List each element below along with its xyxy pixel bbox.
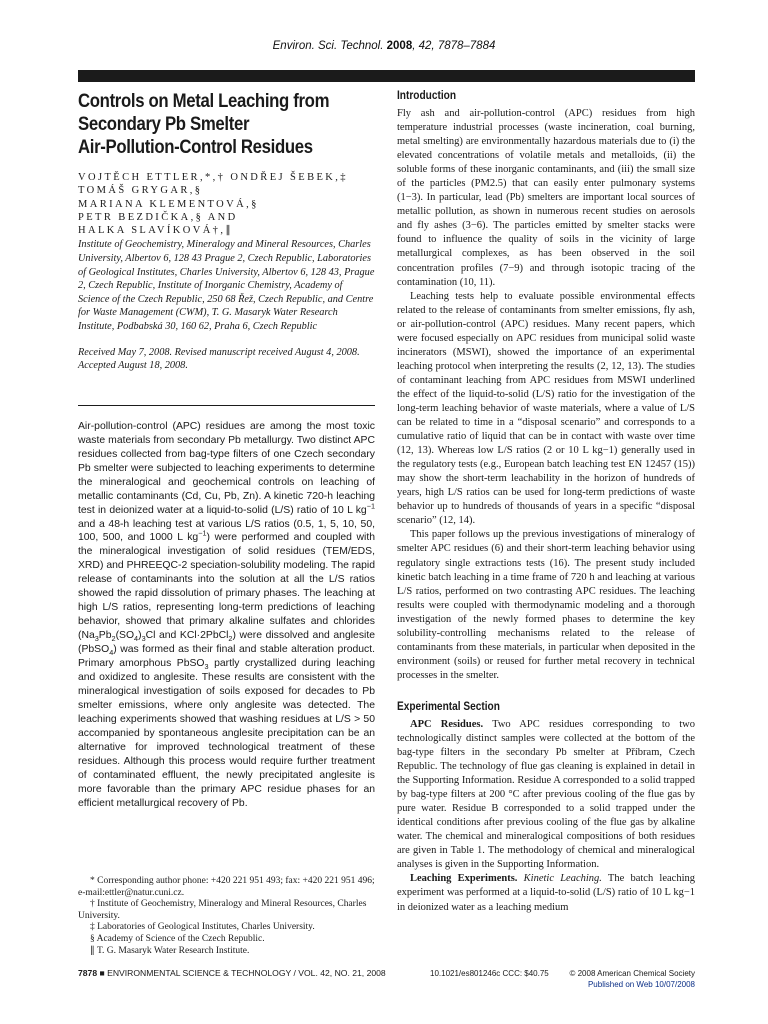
page-footer-right [430, 968, 695, 990]
introduction-paragraph: Leaching tests help to evaluate possible environmental effects related to the release of contaminants from smelter emissions, fly ash, or air-pollution-control (APC) residues. Many recent papers, which were focused especially on APC residues from municipal solid waste incinerators (MSWI), showed the importance of an experimental leaching protocol when interpreting the results (2, 12, 13). The studies of contaminant leaching from APC residues from MSWI underlined the effect of the liquid-to-solid (L/S) ratio for the investigation of the long-term leaching behavior of waste materials, where a value of L/S can be related to time in a “disposal scenario” and corresponds to a cumulative ratio of liquid that can be in contact with waste over time (12, 13). Whereas low L/S ratios (2 or 10 L kg−1) generally used in the regulatory tests (e.g., European batch leaching test EN 12457 (15)) may show the short-term leachability in the horizon of hundreds of years, high L/S ratios can be used for long-term predictions of waste behavior up to hundreds of thousands of years in a specific “disposal scenario” (12, 14). [397, 290, 695, 527]
title-line: Secondary Pb Smelter [78, 113, 250, 135]
introduction-heading: Introduction [397, 90, 457, 102]
left-column [78, 90, 375, 811]
title-line: Controls on Metal Leaching from [78, 90, 330, 112]
footnote: ∥ T. G. Masaryk Water Research Institute. [90, 945, 250, 956]
author-line: TOMÁŠ GRYGAR,§ [78, 185, 203, 197]
introduction-paragraph: Fly ash and air-pollution-control (APC) residues from high temperature industrial processes (waste incineration, coal burning, metal smelting) are environmentally hazardous materials due to (i) the elevated concentrations of volatile metals and metalloids, (ii) the soluble forms of these inorganic contaminants, and (iii) the small size of the particles (PM2.5) that can easily enter pulmonary systems (1−3). In particular, lead (Pb) smelters are important local sources of metallic pollution, as shown in numerous recent studies on aerosols and fly ashes (3−6). The particles emitted by smelter stacks were found to influence the quality of soils in the vicinity of large metallurgical complexes, as has been observed in the soil concentration profiles (7−9) and through isotopic tracing of the contamination (10, 11). [397, 108, 695, 288]
page-footer-left: 7878 ■ ENVIRONMENTAL SCIENCE & TECHNOLOGY / VOL. 42, NO. 21, 2008 [78, 968, 386, 978]
journal-year: 2008 [386, 40, 413, 52]
footnotes [78, 876, 375, 957]
abstract: Air-pollution-control (APC) residues are among the most toxic waste materials from secondary Pb metallurgy. Two distinct APC residues collected from bag-type filters of one Czech secondary Pb smelter were subjected to leaching experiments to determine the mineralogical and geochemical controls on leaching of metallic contaminants (Cd, Cu, Pb, Zn). A kinetic 720-h leaching test in deionized water at a liquid-to-solid (L/S) ratio of 10 L $kg^{-1}$ and a 48-h leaching test at various L/S ratios (0.5, 1, 5, 10, 50, 100, 500, and 1000 L $kg^{-1}$) were performed and coupled with the mineralogical investigation of solid residues (TEM/EDS, XRD) and PHREEQC-2 speciation-solubility modeling. The rapid release of contaminants into the solution at all the L/S ratios showed the rapid dissolution of primary phases. The leaching at high L/S ratios, representing long-term predictions of leaching behavior, showed that primary alkaline sulfates and chlorides ($Na_3Pb_2(SO_4)_3Cl$ and KCl·2PbCl$_2$) were dissolved and anglesite (PbSO$_4$) was formed as their final and stable alteration product. Primary amorphous PbSO$_3$ partly crystallized during leaching and oxidized to anglesite. These results are consistent with the mineralogical investigation of soils exposed for decades to Pb smelter emissions, where only anglesite was detected. The leaching experiments showed that washing residues at L/S > 50 accompanied by spontaneous anglesite precipitation can be an alternative for improved technological treatment of these residues. Although this process would require further treatment of contaminated effluent, the newly precipitated anglesite is more favorable than the primary APC residue phases for an efficient metallurgical recovery of Pb. [78, 420, 376, 809]
doi: 10.1021/es801246c CCC: $40.75 [430, 969, 549, 978]
author-line: HALKA SLAVÍKOVÁ†,∥ [78, 225, 234, 237]
journal-name: Environ. Sci. Technol. [272, 40, 384, 52]
footnote: ‡ Laboratories of Geological Institutes, Charles University. [90, 922, 315, 933]
abstract-divider [78, 405, 375, 406]
publish-date: Published on Web 10/07/2008 [587, 980, 695, 989]
subsection-subtitle: Kinetic Leaching. [517, 873, 602, 885]
subsection-title: Leaching Experiments. [410, 873, 518, 885]
article-title [78, 90, 375, 159]
header-bar [78, 70, 695, 82]
journal-volume: 42 [418, 40, 432, 52]
journal-citation: Environ. Sci. Technol. 2008, 42, 7878–7884 [272, 40, 496, 52]
subsection-title: APC Residues. [410, 718, 484, 730]
experimental-heading: Experimental Section [397, 700, 500, 713]
received-dates: Received May 7, 2008. Revised manuscript received August 4, 2008. Accepted August 18, 2008. [78, 346, 360, 372]
author-list [78, 171, 375, 237]
introduction-paragraph: This paper follows up the previous investigations of mineralogy of smelter APC residues (6) and their short-term leaching behavior using regulatory single extractions tests (16). The present study included kinetic batch leaching in a time frame of 720 h and leaching at various L/S ratios, performed on two contrasting APC residues. The leaching results were coupled with thermodynamic modeling and a thorough investigation of the newly formed phases to determine the key solubility-controlling mechanisms related to the release of contaminants from these materials, in particular when deposited in the environment (soils) or reused for further metal recovery in technical processes in the smelter. [397, 529, 695, 681]
page-number: 7878 [78, 968, 98, 978]
footnote: † Institute of Geochemistry, Mineralogy and Mineral Resources, Charles University. [78, 899, 367, 921]
copyright: © 2008 American Chemical Society [569, 969, 695, 978]
footer-journal: ENVIRONMENTAL SCIENCE & TECHNOLOGY / VOL. 42, NO. 21, 2008 [107, 968, 386, 978]
affiliations: Institute of Geochemistry, Mineralogy and Mineral Resources, Charles University, Albertov 6, 128 43 Prague 2, Czech Republic, Laboratories of Geological Institutes, Charles University, Albertov 6, 128 43, Prague 2, Czech Republic, Institute of Inorganic Chemistry, Academy of Science of the Czech Republic, 250 68 Řež, Czech Republic, and Centre for Waste Management (CWM), T. G. Masaryk Water Research Institute, Podbabská 30, 160 62, Praha 6, Czech Republic [78, 239, 375, 333]
footnote: § Academy of Science of the Czech Republic. [90, 933, 265, 944]
author-line: PETR BEZDIČKA,§ AND [78, 211, 238, 223]
author-line: VOJTĚCH ETTLER,*,† ONDŘEJ ŠEBEK,‡ [78, 172, 348, 183]
journal-pages: 7878–7884 [437, 40, 496, 52]
experimental-paragraph: APC Residues. Two APC residues corresponding to two technologically distinct samples were collected at the bottom of the bag-type filters in the secondary Pb smelter at Příbram, Czech Republic. The technology of flue gas cleaning is explained in detail in the Supporting Information. Residue A corresponded to a solid trapped by bag-type filters at 200 °C after previous cooling of the flue gas by pure water. Residue B corresponded to a solid trapped under the identical conditions after previous cooling of the flue gas by alkaline water. The chemical and mineralogical compositions of both residues are given in Table 1. The methodology of chemical and mineralogical analyses is given in the Supporting Information. [397, 718, 695, 871]
footnote: * Corresponding author phone: +420 221 951 493; fax: +420 221 951 496; e-mail:ettler@natur.cuni.cz. [78, 876, 375, 898]
title-line: Air-Pollution-Control Residues [78, 136, 313, 158]
experimental-paragraph: Leaching Experiments. Kinetic Leaching. The batch leaching experiment was performed at a liquid-to-solid (L/S) ratio of 10 L kg−1 in deionized water as a leaching medium [397, 873, 695, 913]
author-line: MARIANA KLEMENTOVÁ,§ [78, 198, 259, 210]
right-column [397, 90, 695, 915]
